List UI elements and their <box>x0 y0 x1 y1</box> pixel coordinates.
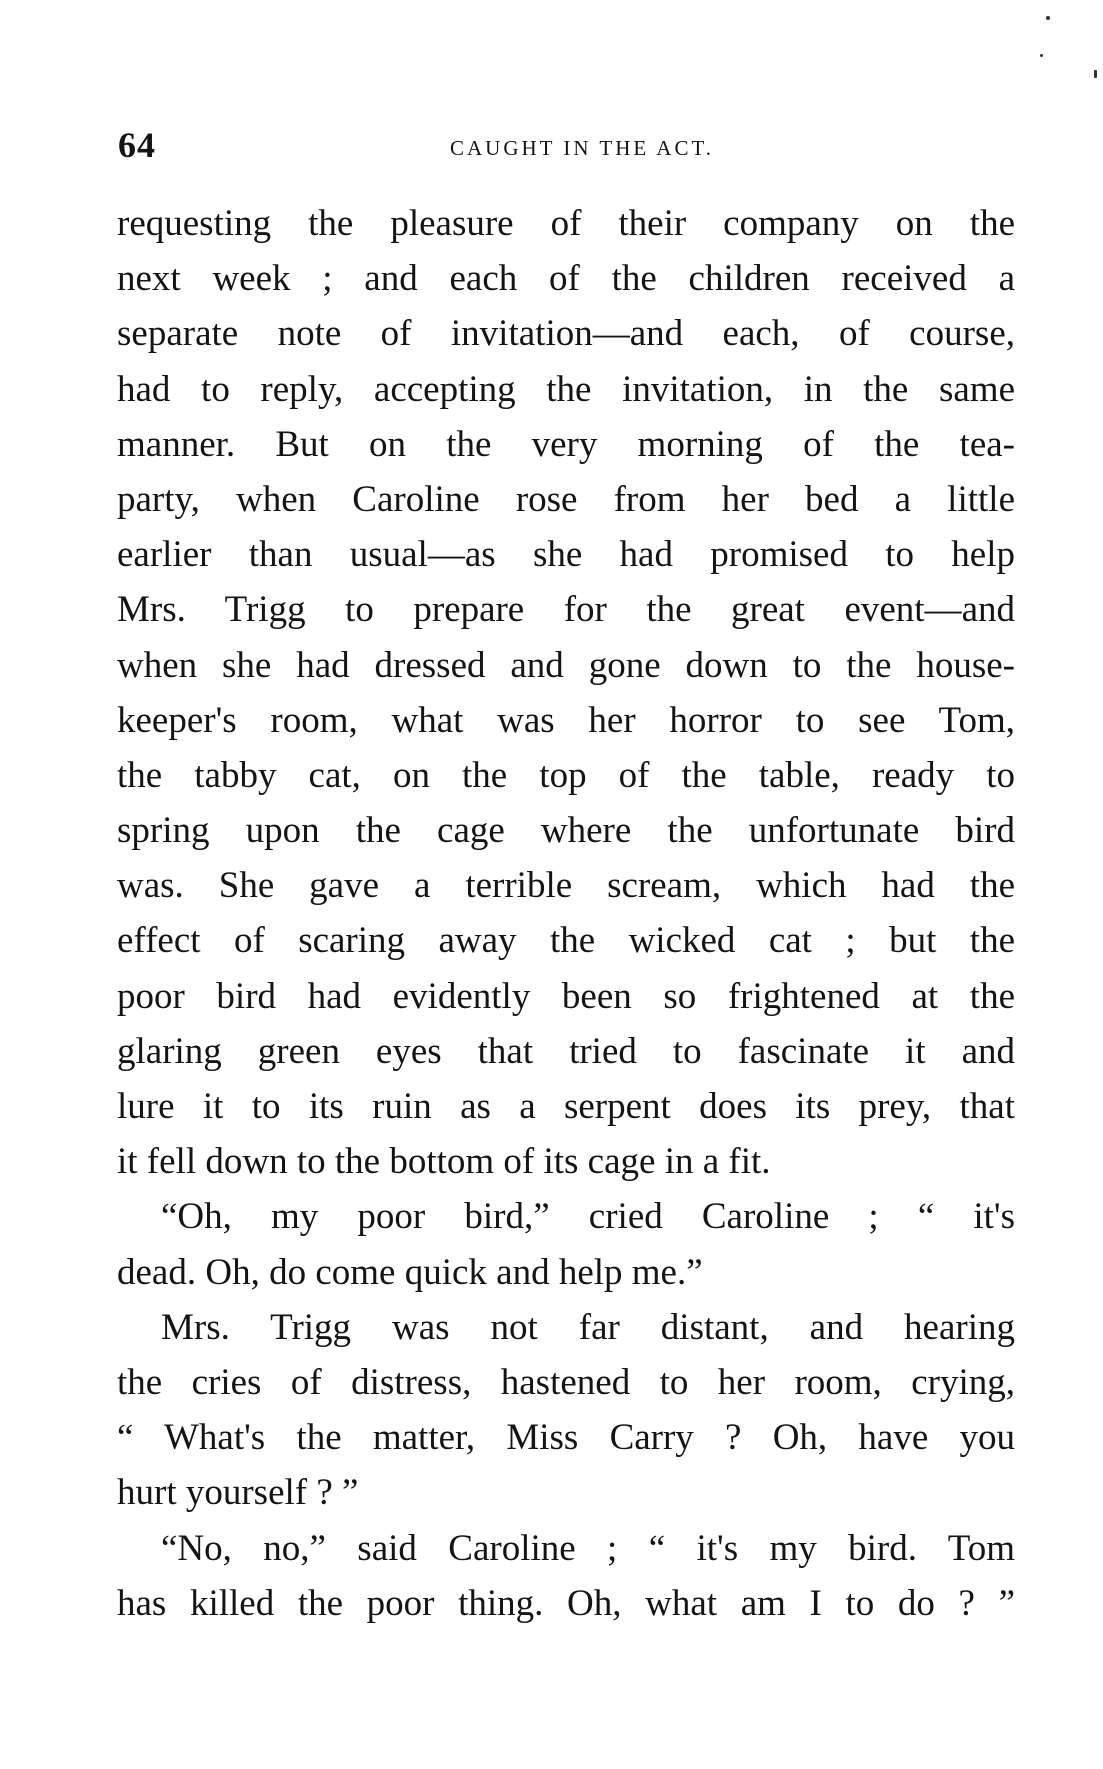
text-line: hurt yourself ? ” <box>117 1472 359 1514</box>
text-line: earlier than usual—as she had promised to help <box>117 534 1015 576</box>
text-line: separate note of invitation—and each, of course, <box>117 313 1015 355</box>
text-line: “Oh, my poor bird,” cried Caroline ; “ it's <box>161 1196 1015 1238</box>
page-header <box>118 124 1018 174</box>
text-line: dead. Oh, do come quick and help me.” <box>117 1251 703 1293</box>
text-line: had to reply, accepting the invitation, in the same <box>117 368 1015 410</box>
text-line: Mrs. Trigg was not far distant, and hearing <box>161 1306 1015 1348</box>
text-line: has killed the poor thing. Oh, what am I to do ? ” <box>117 1582 1015 1624</box>
text-line: the tabby cat, on the top of the table, ready to <box>117 754 1015 796</box>
ink-speck <box>1040 54 1043 57</box>
text-line: effect of scaring away the wicked cat ; but the <box>117 920 1015 962</box>
text-line: was. She gave a terrible scream, which had the <box>117 865 1015 907</box>
text-line: glaring green eyes that tried to fascinate it and <box>117 1030 1015 1072</box>
running-title: CAUGHT IN THE ACT. <box>450 136 714 160</box>
text-line: keeper's room, what was her horror to see Tom, <box>117 699 1015 741</box>
ink-speck <box>1046 16 1050 20</box>
text-line: next week ; and each of the children received a <box>117 258 1015 300</box>
text-line: “ What's the matter, Miss Carry ? Oh, have you <box>117 1417 1015 1459</box>
text-line: party, when Caroline rose from her bed a little <box>117 478 1015 520</box>
text-line: manner. But on the very morning of the tea- <box>117 423 1015 465</box>
text-line: poor bird had evidently been so frightened at the <box>117 975 1015 1017</box>
page-number: 64 <box>118 125 156 165</box>
text-line: “No, no,” said Caroline ; “ it's my bird. Tom <box>161 1527 1015 1569</box>
text-line: requesting the pleasure of their company on the <box>117 203 1015 244</box>
text-line: when she had dressed and gone down to the house- <box>117 644 1015 686</box>
text-line: spring upon the cage where the unfortunate bird <box>117 810 1015 852</box>
ink-speck <box>1094 70 1097 78</box>
text-line: lure it to its ruin as a serpent does its prey, that <box>117 1086 1015 1127</box>
text-line: the cries of distress, hastened to her room, crying, <box>117 1361 1015 1403</box>
text-line: it fell down to the bottom of its cage in a fit. <box>117 1141 771 1183</box>
text-line: Mrs. Trigg to prepare for the great event—and <box>117 589 1015 631</box>
body-text <box>117 196 1015 1631</box>
